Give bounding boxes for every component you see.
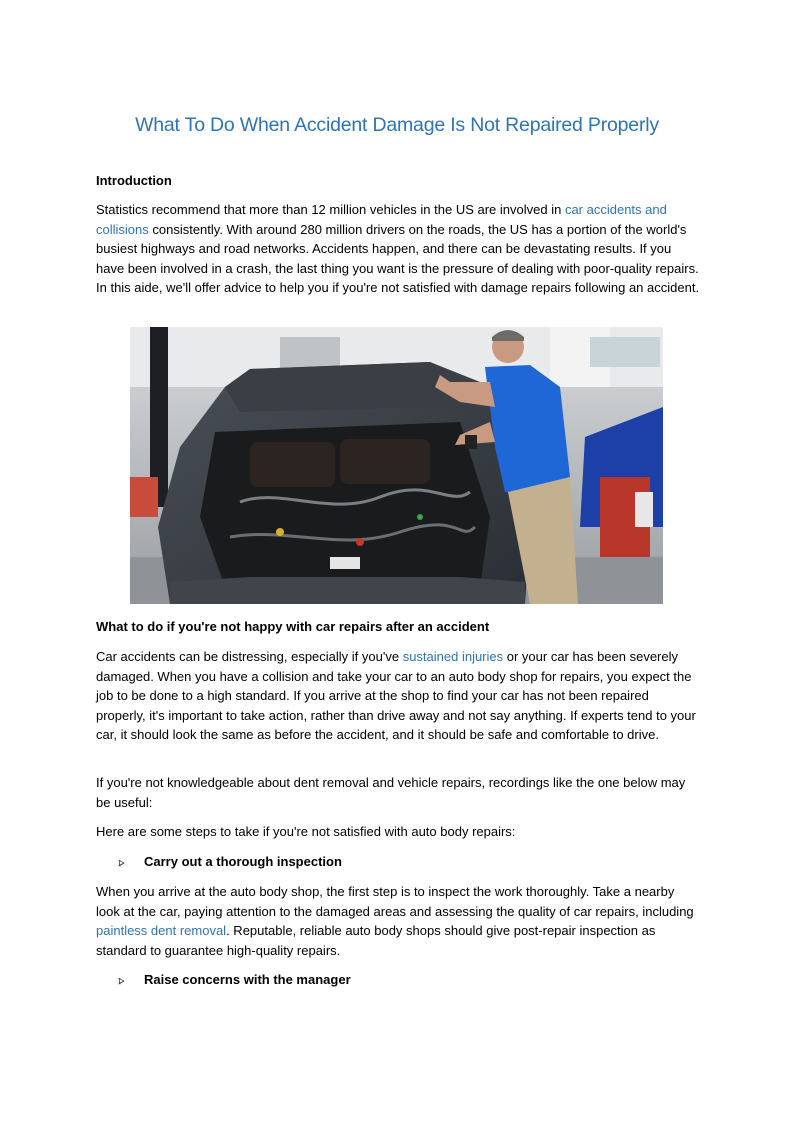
section2-paragraph-1 [96,647,700,745]
bullet-text: Carry out a thorough inspection [144,854,342,869]
bullet-icon: ⦠ [118,857,125,869]
sustained-injuries-link[interactable]: sustained injuries [402,649,504,664]
intro-text-a: Statistics recommend that more than 12 million vehicles in the US are involved in [96,202,565,217]
bullet-item-inspection [118,852,342,874]
section2-text-b: or your car has been severely damaged. When you have a collision and take your car to an auto body shop for repairs, you expect the job to be done to a high standard. If you arrive at the shop to find your car has not been repaired properly, it's important to take action, rather than drive away and not say anything. If experts tend to your car, it should look the same as before the accident, and it should be safe and comfortable to drive. [96,649,696,742]
bullet-text: Raise concerns with the manager [144,972,351,987]
paintless-dent-removal-link[interactable]: paintless dent removal [96,923,227,938]
section2-paragraph-2: If you're not knowledgeable about dent removal and vehicle repairs, recordings like the one below may be useful: [96,775,686,810]
section2-paragraph-3: Here are some steps to take if you're not satisfied with auto body repairs: [96,824,516,839]
section2-text-a: Car accidents can be distressing, especially if you've [96,649,403,664]
car-accidents-link[interactable]: car accidents and collisions [96,202,667,237]
intro-text-b: consistently. With around 280 million drivers on the roads, the US has a portion of the world's busiest highways and road networks. Accidents happen, and there can be devastating results. If you have been involved in a crash, the last thing you want is the pressure of dealing with poor-quality repairs. In this aide, we'll offer advice to help you if you're not satisfied with damage repairs following an accident. [96,221,700,295]
bullet-icon: ⦠ [118,975,125,987]
page-title: What To Do When Accident Damage Is Not Repaired Properly [135,114,659,136]
intro-paragraph [96,200,700,298]
section2-heading: What to do if you're not happy with car repairs after an accident [96,619,490,634]
bullet-item-manager [118,970,351,992]
section2-text-d: . Reputable, reliable auto body shops should give post-repair inspection as standard to guarantee high-quality repairs. [96,923,656,958]
section2-paragraph-4 [96,882,700,960]
section2-text-c: When you arrive at the auto body shop, the first step is to inspect the work thoroughly. Take a nearby look at the car, paying attention to the damaged areas and assessing the quality of car repairs, including [96,884,694,919]
car-repair-photo [130,327,663,604]
intro-heading: Introduction [96,173,172,188]
